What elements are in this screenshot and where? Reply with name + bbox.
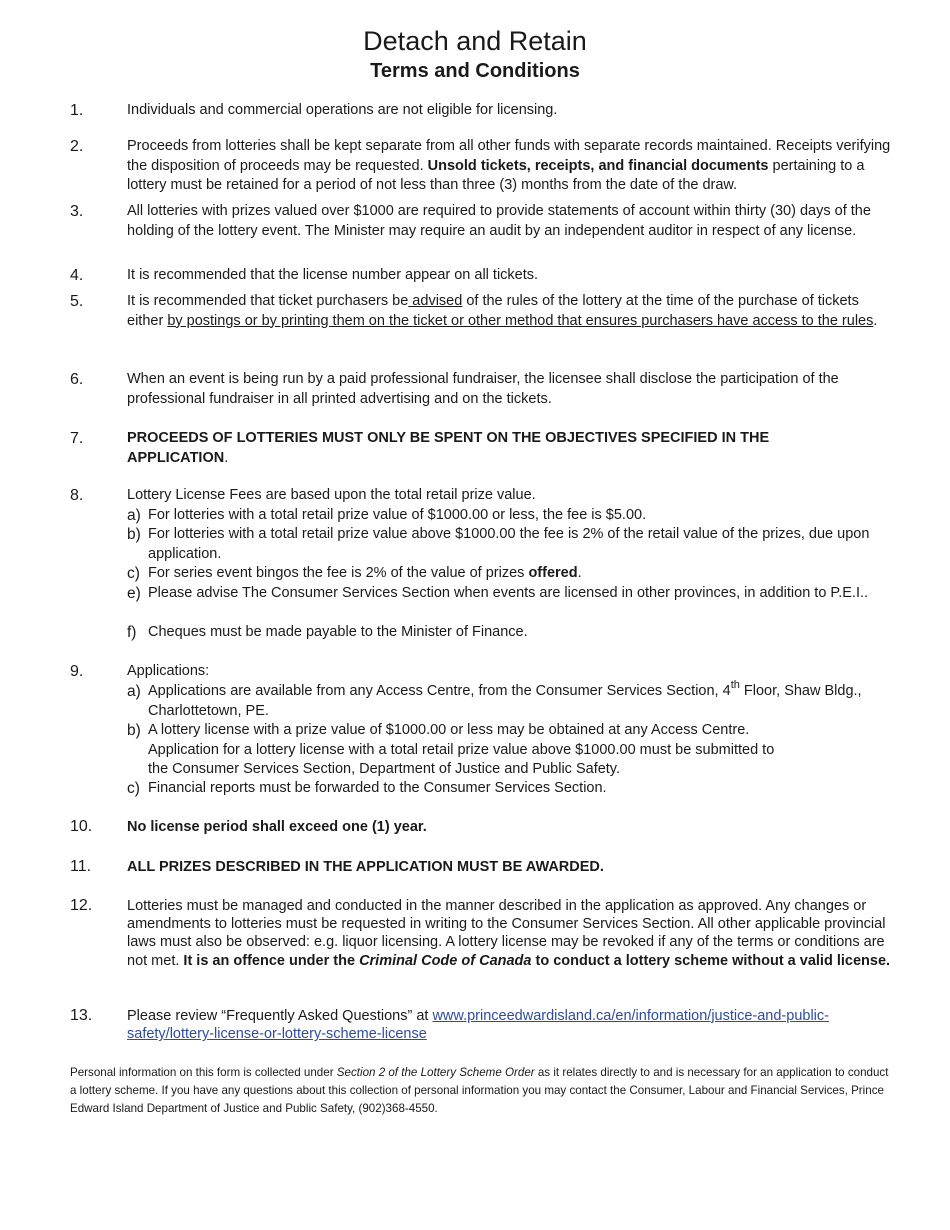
item-13-text-a: Please review “Frequently Asked Questions” at: [127, 1008, 433, 1024]
item-10-bold: No license period shall exceed one (1) year.: [127, 819, 427, 835]
sub-letter: c): [127, 780, 140, 797]
item-5-underline-methods: by postings or by printing them on the ticket or other method that ensures purchasers have access to the rules: [167, 312, 874, 329]
item-12-text-a: Lotteries must be managed and conducted in the manner described in the application as approved. Any changes or amendments to lotteries must be requested in writing to the Consumer Services Section. All other applicable provincial laws must also be observed: e.g. liquor licensing. A lottery license may be revoked if any of the terms or conditions are not met.: [127, 898, 886, 969]
item-number: 10.: [70, 818, 93, 835]
sub-line: A lottery license with a prize value of $1000.00 or less may be obtained at any Access Centre.: [148, 722, 750, 738]
sub-letter: f): [127, 624, 137, 641]
item-5-text-a: It is recommended that ticket purchasers be: [127, 293, 409, 309]
footer-text-b: as it relates directly to and is necessary for an application to conduct a lottery scheme. If you have any questions about this collection of personal information you may contact the Consumer, Labour and Financial Services, Prince Edward Island Department of Justice and Public Safety, (902)368-4550.: [70, 1066, 889, 1116]
item-4-text: It is recommended that the license number appear on all tickets.: [127, 267, 539, 283]
item-number: 8.: [70, 487, 84, 504]
item-6-text: When an event is being run by a paid professional fundraiser, the licensee shall disclose the participation of the professional fundraiser in all printed advertising and on the tickets.: [127, 371, 839, 407]
item-7-bold: PROCEEDS OF LOTTERIES MUST ONLY BE SPENT ON THE OBJECTIVES SPECIFIED IN THE APPLICATION: [127, 430, 770, 466]
item-9-intro: Applications:: [127, 663, 210, 679]
item-number: 6.: [70, 371, 84, 388]
sub-letter: b): [127, 722, 141, 739]
item-5-text-c: .: [873, 312, 878, 329]
sub-letter: e): [127, 585, 141, 602]
item-number: 7.: [70, 430, 84, 447]
sub-text: Financial reports must be forwarded to the Consumer Services Section.: [148, 780, 607, 796]
item-1-text: Individuals and commercial operations are not eligible for licensing.: [127, 102, 558, 118]
item-2-text: [127, 137, 892, 196]
item-5-text: [127, 292, 892, 331]
item-11-bold: ALL PRIZES DESCRIBED IN THE APPLICATION MUST BE AWARDED.: [127, 859, 604, 875]
item-11-text: [127, 858, 892, 878]
item-number: 2.: [70, 138, 84, 155]
item-12-bold-italic: Criminal Code of Canada: [359, 952, 532, 969]
sub-text-part: Applications are available from any Access Centre, from the Consumer Services Section, 4: [148, 683, 731, 699]
item-number: 13.: [70, 1007, 93, 1024]
item-7-tail: .: [224, 449, 229, 466]
item-13-text: [127, 1007, 892, 1043]
sub-letter: b): [127, 526, 141, 543]
item-12-bold-a: It is an offence under the: [183, 952, 360, 969]
item-number: 9.: [70, 663, 84, 680]
item-number: 12.: [70, 897, 93, 914]
item-10-text: [127, 818, 892, 838]
item-2-text-b: pertaining to a lottery must be retained for a period of not less than three (3) months from the date of the draw.: [127, 157, 865, 194]
item-8-intro: Lottery License Fees are based upon the total retail prize value.: [127, 487, 536, 503]
sub-letter: a): [127, 507, 141, 524]
sub-letter: c): [127, 565, 140, 582]
superscript: th: [730, 679, 740, 691]
item-number: 5.: [70, 293, 84, 310]
item-5-text-b: of the rules of the lottery at the time of the purchase of tickets either: [127, 293, 859, 329]
sub-text: For lotteries with a total retail prize value of $1000.00 or less, the fee is $5.00.: [148, 507, 647, 523]
sub-text: Please advise The Consumer Services Section when events are licensed in other provinces, in addition to P.E.I..: [148, 585, 869, 601]
item-7-text: [127, 429, 827, 468]
item-5-underline-advised: advised: [408, 293, 463, 309]
sub-text: [148, 721, 872, 780]
page-subtitle: Terms and Conditions: [370, 60, 580, 82]
sub-text-part: For series event bingos the fee is 2% of the value of prizes: [148, 565, 529, 581]
item-number: 1.: [70, 102, 84, 119]
item-12-bold-b: to conduct a lottery scheme without a valid license.: [531, 952, 891, 969]
item-2-text-a: Proceeds from lotteries shall be kept separate from all other funds with separate records maintained. Receipts verifying the disposition of proceeds may be requested.: [127, 138, 891, 174]
item-3-text: All lotteries with prizes valued over $1000 are required to provide statements of account within thirty (30) days of the holding of the lottery event. The Minister may require an audit by an independent auditor in respect of any license.: [127, 203, 871, 239]
faq-link[interactable]: www.princeedwardisland.ca/en/information/justice-and-public-safety/lottery-license-or-lottery-scheme-license: [127, 1008, 829, 1043]
page-title: Detach and Retain: [363, 26, 587, 56]
item-number: 11.: [70, 858, 92, 875]
sub-text: [148, 679, 872, 721]
sub-line: the Consumer Services Section, Department of Justice and Public Safety.: [148, 761, 621, 778]
item-2-bold: Unsold tickets, receipts, and financial documents: [427, 157, 769, 174]
footer-italic: Section 2 of the Lottery Scheme Order: [336, 1066, 535, 1079]
footer-text-a: Personal information on this form is collected under: [70, 1066, 337, 1079]
sub-letter: a): [127, 683, 141, 700]
privacy-footer: [70, 1064, 890, 1119]
sub-text-part: Floor, Shaw Bldg., Charlottetown, PE.: [148, 683, 862, 719]
sub-text-tail: .: [577, 565, 582, 581]
sub-text-bold: offered: [528, 565, 578, 581]
sub-text: [148, 564, 872, 584]
sub-line: Application for a lottery license with a total retail prize value above $1000.00 must be submitted to: [148, 741, 775, 758]
item-number: 3.: [70, 203, 84, 220]
item-number: 4.: [70, 267, 84, 284]
sub-text: Cheques must be made payable to the Minister of Finance.: [148, 624, 528, 640]
sub-text: For lotteries with a total retail prize value above $1000.00 the fee is 2% of the retail value of the prizes, due upon application.: [148, 526, 870, 562]
item-12-text: [127, 897, 892, 970]
